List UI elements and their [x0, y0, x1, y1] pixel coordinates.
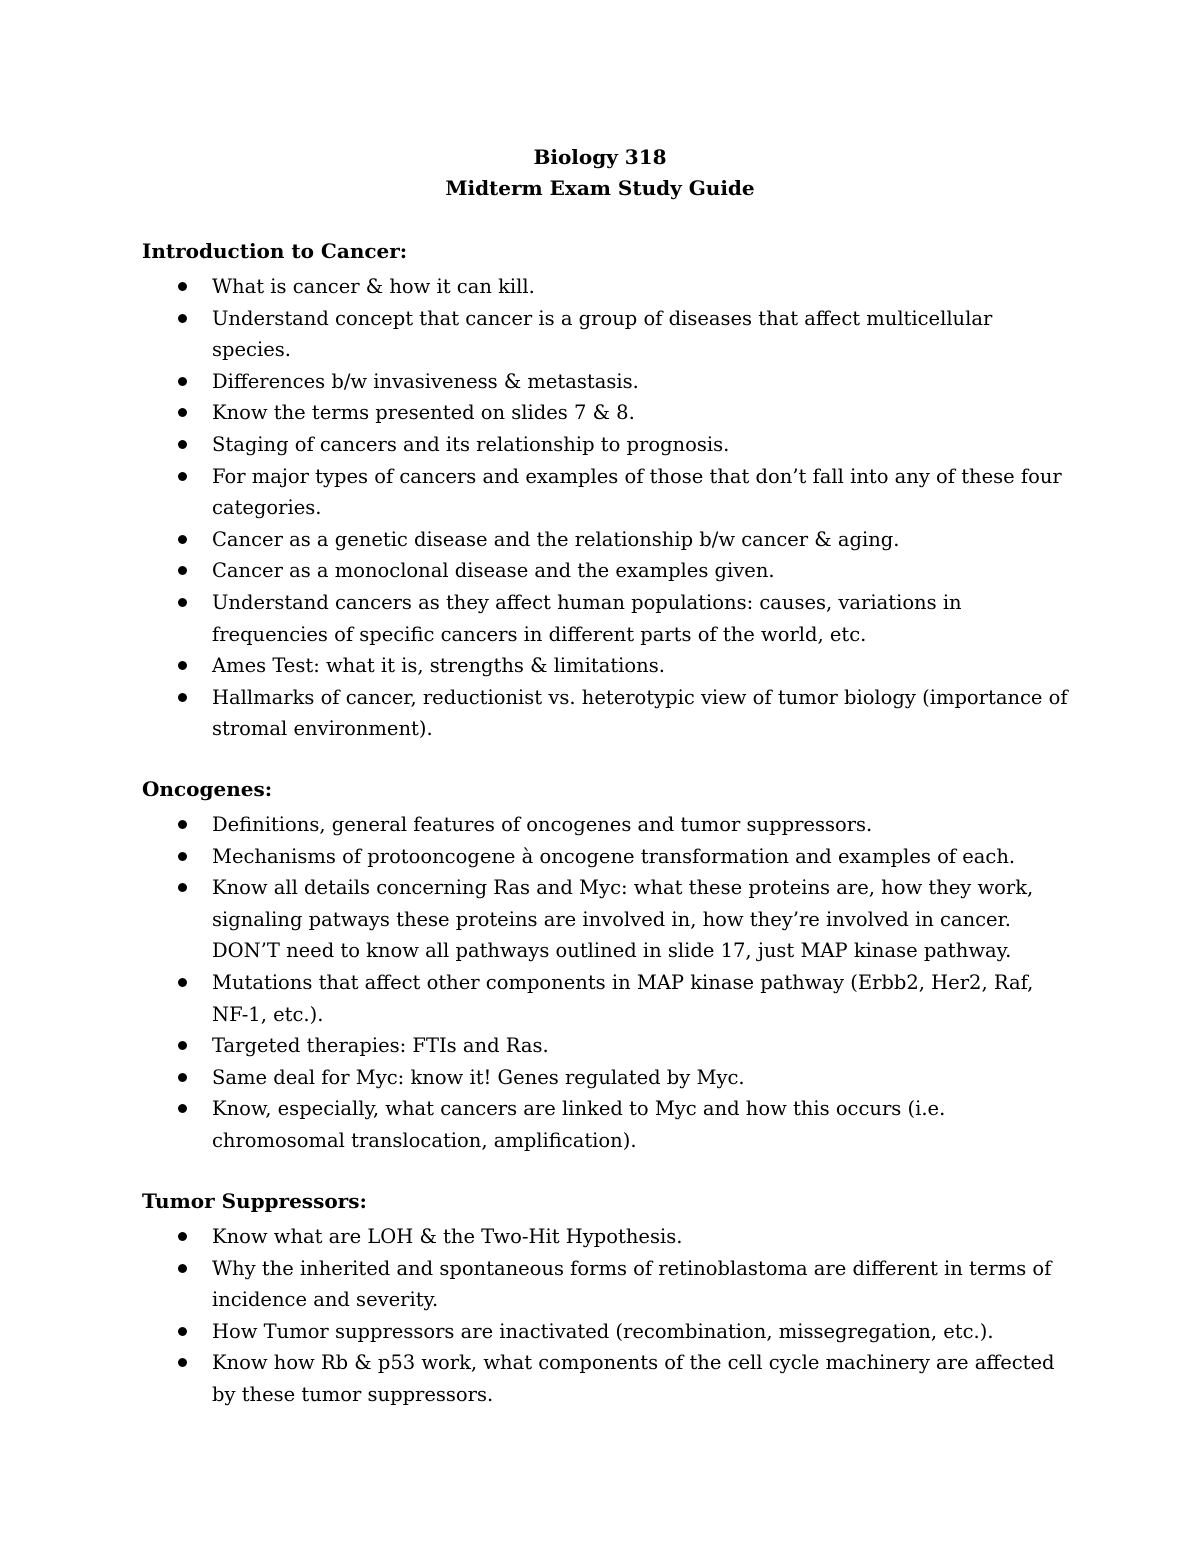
section-heading: Tumor Suppressors:	[142, 1189, 367, 1213]
section-heading: Introduction to Cancer:	[142, 239, 408, 263]
bullet-icon	[178, 1327, 187, 1336]
list-item	[142, 397, 1072, 429]
list-item	[142, 461, 1072, 524]
bullet-icon	[178, 598, 187, 607]
bullet-icon	[178, 408, 187, 417]
bullet-icon	[178, 693, 187, 702]
list-item	[142, 303, 1072, 366]
list-item-text: Cancer as a genetic disease and the relationship b/w cancer & aging.	[212, 527, 900, 551]
list-item-text: Cancer as a monoclonal disease and the examples given.	[212, 559, 775, 583]
list-item	[142, 555, 1072, 587]
list-item-text: How Tumor suppressors are inactivated (recombination, missegregation, etc.).	[212, 1319, 994, 1343]
list-item-text: Targeted therapies: FTIs and Ras.	[212, 1034, 549, 1058]
section-introduction-to-cancer	[142, 239, 1072, 745]
bullet-icon	[178, 820, 187, 829]
list-item	[142, 1062, 1072, 1094]
bullet-icon	[178, 661, 187, 670]
list-item-text: Know the terms presented on slides 7 & 8.	[212, 401, 635, 425]
bullet-list	[142, 1221, 1072, 1411]
bullet-icon	[178, 314, 187, 323]
bullet-icon	[178, 883, 187, 892]
bullet-icon	[178, 1041, 187, 1050]
list-item	[142, 271, 1072, 303]
list-item	[142, 650, 1072, 682]
list-item-text: Understand cancers as they affect human populations: causes, variations in frequencies of specific cancers in different parts of the world, etc.	[212, 590, 962, 646]
list-item	[142, 1030, 1072, 1062]
bullet-icon	[178, 1073, 187, 1082]
bullet-icon	[178, 1104, 187, 1113]
bullet-list	[142, 809, 1072, 1157]
section-oncogenes	[142, 777, 1072, 1157]
list-item-text: Understand concept that cancer is a group of diseases that affect multicellular species.	[212, 306, 993, 362]
bullet-icon	[178, 1232, 187, 1241]
list-item	[142, 841, 1072, 873]
bullet-icon	[178, 1358, 187, 1367]
bullet-icon	[178, 978, 187, 987]
bullet-icon	[178, 566, 187, 575]
list-item-text: Same deal for Myc: know it! Genes regulated by Myc.	[212, 1065, 745, 1089]
document-title: Biology 318	[533, 145, 667, 169]
list-item-text: Hallmarks of cancer, reductionist vs. heterotypic view of tumor biology (importance of stromal environment).	[212, 685, 1068, 741]
bullet-icon	[178, 1264, 187, 1273]
section-tumor-suppressors	[142, 1189, 1072, 1411]
list-item-text: Know all details concerning Ras and Myc: what these proteins are, how they work, signaling patways these proteins are involved in, how they’re involved in cancer. DON’T need to know all pathways outlined in slide 17, just MAP kinase pathway.	[212, 876, 1034, 963]
list-item-text: Definitions, general features of oncogenes and tumor suppressors.	[212, 813, 873, 836]
list-item-text: What is cancer & how it can kill.	[212, 275, 535, 298]
list-item-text: Mechanisms of protooncogene à oncogene transformation and examples of each.	[212, 844, 1016, 868]
list-item-text: Mutations that affect other components in MAP kinase pathway (Erbb2, Her2, Raf, NF-1, etc.).	[212, 970, 1034, 1026]
list-item-text: Know, especially, what cancers are linked to Myc and how this occurs (i.e. chromosomal translocation, amplification).	[212, 1097, 946, 1152]
list-item-text: Ames Test: what it is, strengths & limitations.	[212, 654, 665, 678]
list-item	[142, 587, 1072, 650]
list-item-text: Why the inherited and spontaneous forms of retinoblastoma are different in terms of incidence and severity.	[212, 1256, 1052, 1312]
list-item-text: Staging of cancers and its relationship to prognosis.	[212, 432, 730, 456]
list-item	[142, 967, 1072, 1030]
bullet-icon	[178, 535, 187, 544]
list-item	[142, 872, 1072, 967]
bullet-list	[142, 271, 1072, 745]
section-heading: Oncogenes:	[142, 777, 273, 801]
bullet-icon	[178, 377, 187, 386]
list-item	[142, 1347, 1072, 1410]
bullet-icon	[178, 282, 187, 291]
list-item-text: Know how Rb & p53 work, what components of the cell cycle machinery are affected by these tumor suppressors.	[212, 1351, 1055, 1406]
list-item	[142, 524, 1072, 556]
list-item	[142, 809, 1072, 841]
list-item	[142, 1316, 1072, 1348]
bullet-icon	[178, 472, 187, 481]
bullet-icon	[178, 852, 187, 861]
document-subtitle: Midterm Exam Study Guide	[445, 176, 755, 200]
list-item	[142, 1093, 1072, 1156]
list-item	[142, 366, 1072, 398]
list-item-text: For major types of cancers and examples of those that don’t fall into any of these four categories.	[212, 464, 1062, 520]
list-item	[142, 429, 1072, 461]
list-item	[142, 682, 1072, 745]
list-item	[142, 1221, 1072, 1253]
list-item	[142, 1253, 1072, 1316]
bullet-icon	[178, 440, 187, 449]
list-item-text: Know what are LOH & the Two-Hit Hypothesis.	[212, 1225, 683, 1248]
list-item-text: Differences b/w invasiveness & metastasis.	[212, 369, 639, 393]
